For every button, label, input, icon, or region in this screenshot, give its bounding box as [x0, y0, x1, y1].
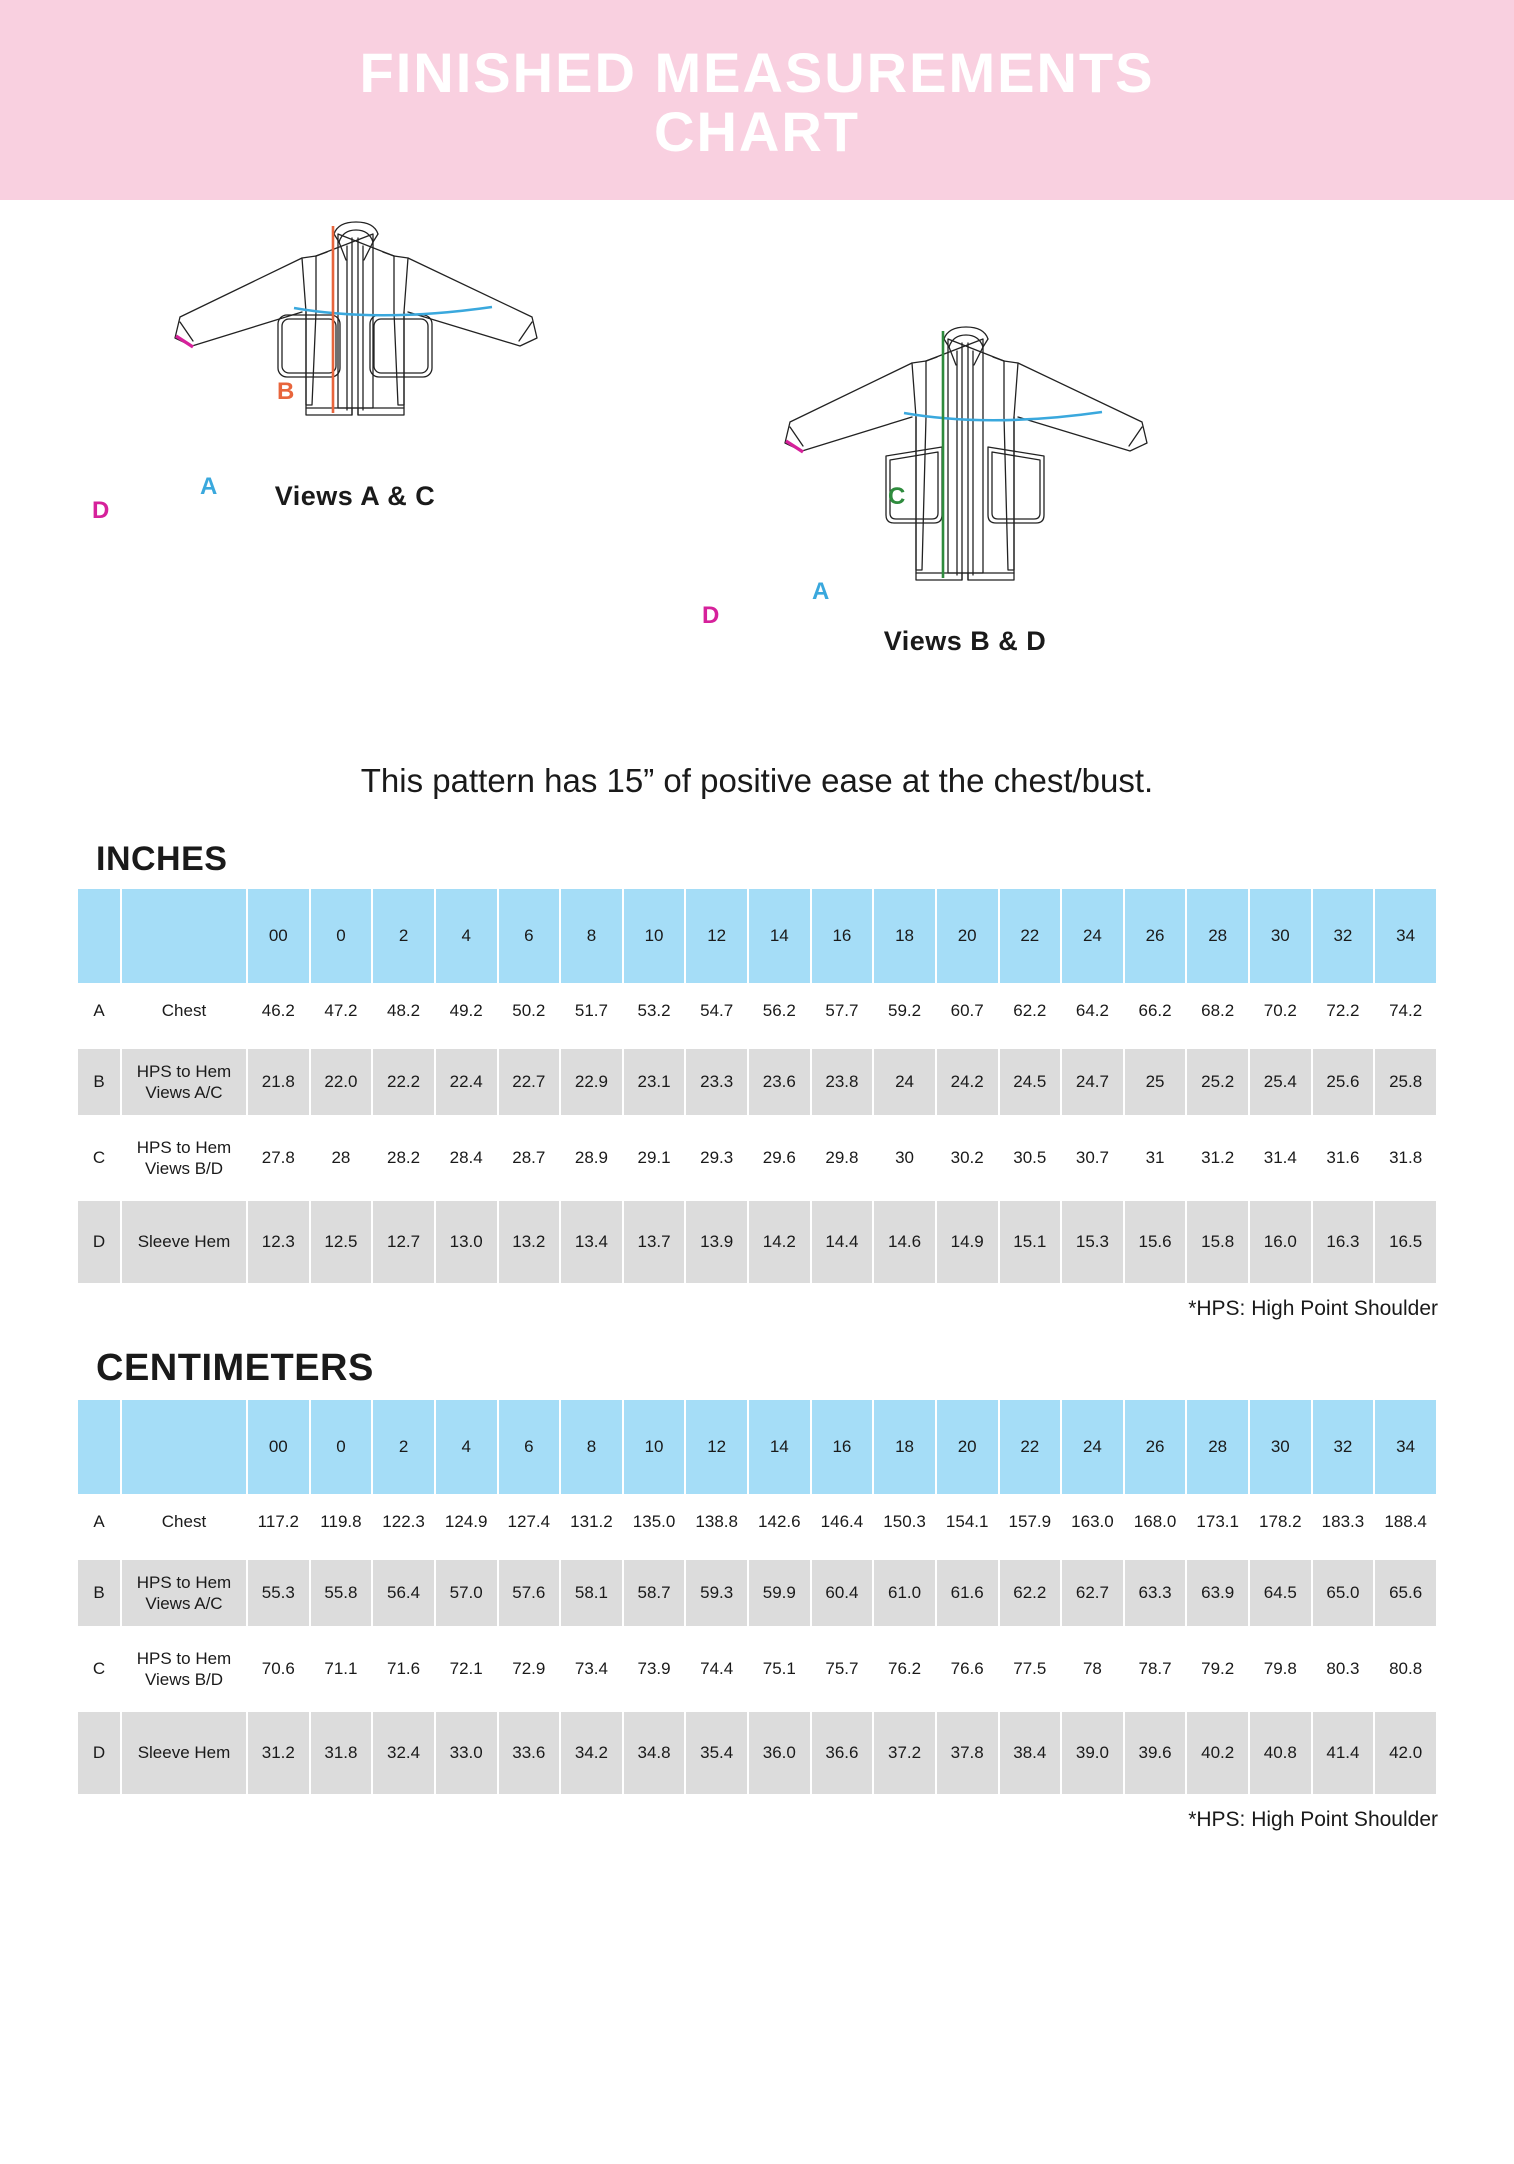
measurement-cell: 63.3: [1125, 1560, 1186, 1626]
measurement-cell: 14.4: [812, 1201, 873, 1283]
footnote-centimeters: *HPS: High Point Shoulder: [1188, 1808, 1438, 1831]
row-label-line: HPS to Hem: [136, 1648, 232, 1668]
row-label: [122, 1560, 246, 1626]
measurement-cell: 23.6: [749, 1049, 810, 1115]
measurement-cell: 131.2: [561, 1494, 622, 1550]
label-c-views-b-d: C: [888, 483, 906, 510]
row-label-line: Views A/C: [145, 1594, 223, 1613]
measurement-cell: 71.6: [373, 1636, 434, 1702]
size-header-32: 32: [1313, 889, 1374, 983]
measurement-cell: 135.0: [624, 1494, 685, 1550]
measurement-cell: 75.7: [812, 1636, 873, 1702]
size-header-28: 28: [1187, 1400, 1248, 1494]
measurement-cell: 25.2: [1187, 1049, 1248, 1115]
measurement-cell: 62.2: [1000, 1560, 1061, 1626]
measurement-cell: 37.8: [937, 1712, 998, 1794]
measurement-cell: 157.9: [1000, 1494, 1061, 1550]
measurement-cell: 23.8: [812, 1049, 873, 1115]
measurement-cell: 173.1: [1187, 1494, 1248, 1550]
measurement-cell: 33.0: [436, 1712, 497, 1794]
size-header-26: 26: [1125, 889, 1186, 983]
jacket-line-drawing-a-c: [120, 220, 590, 470]
measure-line-a-chest: [904, 412, 1102, 420]
measurement-cell: 22.9: [561, 1049, 622, 1115]
measurement-cell: 59.3: [686, 1560, 747, 1626]
size-header-14: 14: [749, 889, 810, 983]
size-header-8: 8: [561, 889, 622, 983]
label-b-views-a-c: B: [277, 378, 295, 405]
row-letter-C: C: [78, 1636, 120, 1702]
measurement-cell: 29.3: [686, 1125, 747, 1191]
measurement-cell: 28.2: [373, 1125, 434, 1191]
row-label-line: Chest: [161, 1001, 207, 1021]
jacket-illustration-views-b-d: [730, 325, 1200, 657]
measurement-cell: 122.3: [373, 1494, 434, 1550]
page-banner: [0, 0, 1514, 200]
illustration-area: [0, 200, 1514, 760]
measurement-cell: 73.4: [561, 1636, 622, 1702]
measurement-cell: 62.2: [1000, 983, 1061, 1039]
measurement-cell: 60.4: [812, 1560, 873, 1626]
measurement-cell: 46.2: [248, 983, 309, 1039]
measurement-cell: 38.4: [1000, 1712, 1061, 1794]
header-label-spacer: [122, 1400, 246, 1494]
size-header-8: 8: [561, 1400, 622, 1494]
measurement-cell: 31.4: [1250, 1125, 1311, 1191]
page-title-line-2: CHART: [654, 100, 860, 163]
measurement-cell: 163.0: [1062, 1494, 1123, 1550]
measurement-cell: 146.4: [812, 1494, 873, 1550]
measurement-cell: 21.8: [248, 1049, 309, 1115]
label-d-views-a-c: D: [92, 497, 110, 524]
size-header-2: 2: [373, 889, 434, 983]
measurement-cell: 24.5: [1000, 1049, 1061, 1115]
row-letter-C: C: [78, 1125, 120, 1191]
measurement-cell: 36.6: [812, 1712, 873, 1794]
measurement-cell: 39.0: [1062, 1712, 1123, 1794]
measurement-cell: 55.8: [311, 1560, 372, 1626]
measurement-cell: 35.4: [686, 1712, 747, 1794]
row-label: [122, 983, 246, 1039]
table-row: [78, 1049, 1436, 1115]
measurement-cell: 65.0: [1313, 1560, 1374, 1626]
row-letter-B: B: [78, 1049, 120, 1115]
measurement-cell: 37.2: [874, 1712, 935, 1794]
measurement-cell: 31.6: [1313, 1125, 1374, 1191]
measurement-cell: 78.7: [1125, 1636, 1186, 1702]
label-d-views-b-d: D: [702, 602, 720, 629]
row-label-line: Sleeve Hem: [137, 1232, 231, 1252]
measurement-cell: 13.4: [561, 1201, 622, 1283]
table-row: [78, 1712, 1436, 1794]
measurement-cell: 12.7: [373, 1201, 434, 1283]
measurement-cell: 12.3: [248, 1201, 309, 1283]
measurement-cell: 25: [1125, 1049, 1186, 1115]
size-header-20: 20: [937, 889, 998, 983]
measurement-cell: 188.4: [1375, 1494, 1436, 1550]
size-header-22: 22: [1000, 1400, 1061, 1494]
measurement-cell: 29.6: [749, 1125, 810, 1191]
measurement-cell: 30.2: [937, 1125, 998, 1191]
row-label-line: Views B/D: [144, 1670, 224, 1689]
size-header-6: 6: [499, 889, 560, 983]
measurement-cell: 31.8: [1375, 1125, 1436, 1191]
measurement-cell: 34.2: [561, 1712, 622, 1794]
measurement-cell: 72.1: [436, 1636, 497, 1702]
row-spacer: [78, 1550, 1436, 1560]
row-label-line: HPS to Hem: [136, 1572, 232, 1592]
measurement-cell: 154.1: [937, 1494, 998, 1550]
measurement-cell: 64.5: [1250, 1560, 1311, 1626]
measurement-cell: 79.8: [1250, 1636, 1311, 1702]
size-header-28: 28: [1187, 889, 1248, 983]
measurement-cell: 57.0: [436, 1560, 497, 1626]
measurement-cell: 29.1: [624, 1125, 685, 1191]
measurement-cell: 16.0: [1250, 1201, 1311, 1283]
row-spacer: [78, 1115, 1436, 1125]
measurement-cell: 68.2: [1187, 983, 1248, 1039]
measurement-cell: 70.2: [1250, 983, 1311, 1039]
measurement-cell: 27.8: [248, 1125, 309, 1191]
measurement-cell: 54.7: [686, 983, 747, 1039]
measurement-cell: 15.1: [1000, 1201, 1061, 1283]
row-letter-B: B: [78, 1560, 120, 1626]
measurement-cell: 15.6: [1125, 1201, 1186, 1283]
header-letter-spacer: [78, 1400, 120, 1494]
measurement-cell: 31: [1125, 1125, 1186, 1191]
measurement-cell: 15.3: [1062, 1201, 1123, 1283]
measurement-cell: 76.2: [874, 1636, 935, 1702]
measurement-cell: 22.2: [373, 1049, 434, 1115]
measurement-cell: 62.7: [1062, 1560, 1123, 1626]
measurement-cell: 64.2: [1062, 983, 1123, 1039]
measurement-cell: 58.1: [561, 1560, 622, 1626]
row-letter-D: D: [78, 1201, 120, 1283]
row-label-line: Views B/D: [144, 1159, 224, 1178]
measurement-cell: 55.3: [248, 1560, 309, 1626]
measurement-cell: 14.2: [749, 1201, 810, 1283]
row-label: [122, 1494, 246, 1550]
label-a-views-b-d: A: [812, 578, 830, 605]
measurement-cell: 74.4: [686, 1636, 747, 1702]
size-header-2: 2: [373, 1400, 434, 1494]
measurement-cell: 58.7: [624, 1560, 685, 1626]
centimeters-table-wrap: [0, 1400, 1514, 1794]
size-header-20: 20: [937, 1400, 998, 1494]
measurement-cell: 30.5: [1000, 1125, 1061, 1191]
inches-table-wrap: [0, 889, 1514, 1283]
measurement-cell: 57.7: [812, 983, 873, 1039]
measurement-cell: 25.6: [1313, 1049, 1374, 1115]
measurement-cell: 59.9: [749, 1560, 810, 1626]
measurement-cell: 142.6: [749, 1494, 810, 1550]
measurement-cell: 51.7: [561, 983, 622, 1039]
size-header-32: 32: [1313, 1400, 1374, 1494]
row-label-line: Chest: [161, 1512, 207, 1532]
size-header-26: 26: [1125, 1400, 1186, 1494]
measurement-cell: 57.6: [499, 1560, 560, 1626]
size-header-30: 30: [1250, 1400, 1311, 1494]
row-label-line: HPS to Hem: [136, 1061, 232, 1081]
measurement-cell: 30: [874, 1125, 935, 1191]
measurement-cell: 40.2: [1187, 1712, 1248, 1794]
size-header-14: 14: [749, 1400, 810, 1494]
measurement-cell: 14.6: [874, 1201, 935, 1283]
measurement-cell: 80.8: [1375, 1636, 1436, 1702]
measurement-cell: 42.0: [1375, 1712, 1436, 1794]
cm-table-head: [78, 1400, 1436, 1494]
measurement-cell: 32.4: [373, 1712, 434, 1794]
measurement-cell: 31.2: [1187, 1125, 1248, 1191]
measurement-cell: 16.3: [1313, 1201, 1374, 1283]
measurement-cell: 66.2: [1125, 983, 1186, 1039]
size-header-30: 30: [1250, 889, 1311, 983]
header-letter-spacer: [78, 889, 120, 983]
row-label: [122, 1125, 246, 1191]
measurement-cell: 53.2: [624, 983, 685, 1039]
measurement-cell: 28.7: [499, 1125, 560, 1191]
size-header-12: 12: [686, 1400, 747, 1494]
measurement-cell: 75.1: [749, 1636, 810, 1702]
measurement-cell: 13.2: [499, 1201, 560, 1283]
measurement-cell: 77.5: [1000, 1636, 1061, 1702]
measurement-cell: 79.2: [1187, 1636, 1248, 1702]
row-spacer: [78, 1702, 1436, 1712]
section-heading-centimeters: CENTIMETERS: [96, 1347, 374, 1389]
row-label-line: Sleeve Hem: [137, 1743, 231, 1763]
row-spacer: [78, 1191, 1436, 1201]
size-header-18: 18: [874, 1400, 935, 1494]
measurement-cell: 39.6: [1125, 1712, 1186, 1794]
row-label-line: Views A/C: [145, 1083, 223, 1102]
measurement-cell: 138.8: [686, 1494, 747, 1550]
table-row: [78, 1125, 1436, 1191]
measurement-cell: 73.9: [624, 1636, 685, 1702]
measurement-cell: 61.0: [874, 1560, 935, 1626]
measurement-cell: 168.0: [1125, 1494, 1186, 1550]
size-header-24: 24: [1062, 1400, 1123, 1494]
footnote-inches: *HPS: High Point Shoulder: [1188, 1297, 1438, 1320]
measurement-cell: 70.6: [248, 1636, 309, 1702]
header-label-spacer: [122, 889, 246, 983]
table-row: [78, 1494, 1436, 1550]
size-header-34: 34: [1375, 889, 1436, 983]
measurement-cell: 31.8: [311, 1712, 372, 1794]
measurement-cell: 117.2: [248, 1494, 309, 1550]
measurement-cell: 25.4: [1250, 1049, 1311, 1115]
row-spacer: [78, 1626, 1436, 1636]
measurement-cell: 15.8: [1187, 1201, 1248, 1283]
measurement-cell: 124.9: [436, 1494, 497, 1550]
measurement-cell: 13.9: [686, 1201, 747, 1283]
row-label: [122, 1712, 246, 1794]
size-header-22: 22: [1000, 889, 1061, 983]
measurement-cell: 63.9: [1187, 1560, 1248, 1626]
ease-note: This pattern has 15” of positive ease at the chest/bust.: [360, 762, 1154, 799]
measurement-cell: 56.2: [749, 983, 810, 1039]
jacket-illustration-views-a-c: [120, 220, 590, 512]
measurement-cell: 22.7: [499, 1049, 560, 1115]
measurement-cell: 28: [311, 1125, 372, 1191]
row-label: [122, 1201, 246, 1283]
row-label: [122, 1049, 246, 1115]
measurement-cell: 71.1: [311, 1636, 372, 1702]
measurement-cell: 31.2: [248, 1712, 309, 1794]
measurement-cell: 23.3: [686, 1049, 747, 1115]
size-header-6: 6: [499, 1400, 560, 1494]
measurement-cell: 24: [874, 1049, 935, 1115]
row-label: [122, 1636, 246, 1702]
size-header-16: 16: [812, 1400, 873, 1494]
measurement-cell: 119.8: [311, 1494, 372, 1550]
measurement-cell: 60.7: [937, 983, 998, 1039]
measurement-cell: 72.9: [499, 1636, 560, 1702]
row-label-line: HPS to Hem: [136, 1137, 232, 1157]
size-header-4: 4: [436, 1400, 497, 1494]
row-letter-A: A: [78, 983, 120, 1039]
size-header-10: 10: [624, 889, 685, 983]
measurements-table-centimeters: [76, 1400, 1438, 1794]
row-spacer: [78, 1039, 1436, 1049]
size-header-12: 12: [686, 889, 747, 983]
page-title-line-1: FINISHED MEASUREMENTS: [359, 41, 1155, 105]
measurement-cell: 30.7: [1062, 1125, 1123, 1191]
measurement-cell: 56.4: [373, 1560, 434, 1626]
table-row: [78, 1201, 1436, 1283]
measurement-cell: 22.0: [311, 1049, 372, 1115]
table-row: [78, 983, 1436, 1039]
measurement-cell: 50.2: [499, 983, 560, 1039]
measurement-cell: 74.2: [1375, 983, 1436, 1039]
figure-caption-views-a-c: Views A & C: [274, 481, 436, 511]
measurement-cell: 23.1: [624, 1049, 685, 1115]
measurement-cell: 28.9: [561, 1125, 622, 1191]
row-letter-A: A: [78, 1494, 120, 1550]
size-header-0: 0: [311, 889, 372, 983]
cm-header-row: [78, 1400, 1436, 1494]
measurement-cell: 72.2: [1313, 983, 1374, 1039]
page-title: [359, 41, 1155, 163]
measure-line-a-chest: [294, 307, 492, 315]
measurement-cell: 150.3: [874, 1494, 935, 1550]
size-header-34: 34: [1375, 1400, 1436, 1494]
measurement-cell: 127.4: [499, 1494, 560, 1550]
table-row: [78, 1560, 1436, 1626]
size-header-16: 16: [812, 889, 873, 983]
inches-table-head: [78, 889, 1436, 983]
cm-table-body: [78, 1494, 1436, 1794]
measurement-cell: 178.2: [1250, 1494, 1311, 1550]
measurement-cell: 24.2: [937, 1049, 998, 1115]
measurement-cell: 36.0: [749, 1712, 810, 1794]
measurement-cell: 12.5: [311, 1201, 372, 1283]
size-header-0: 0: [311, 1400, 372, 1494]
section-heading-inches: INCHES: [96, 840, 228, 878]
measurement-cell: 47.2: [311, 983, 372, 1039]
inches-header-row: [78, 889, 1436, 983]
row-letter-D: D: [78, 1712, 120, 1794]
size-header-10: 10: [624, 1400, 685, 1494]
measurement-cell: 25.8: [1375, 1049, 1436, 1115]
measurements-table-inches: [76, 889, 1438, 1283]
measurement-cell: 183.3: [1313, 1494, 1374, 1550]
measurement-cell: 40.8: [1250, 1712, 1311, 1794]
measurement-cell: 34.8: [624, 1712, 685, 1794]
measurement-cell: 78: [1062, 1636, 1123, 1702]
measurement-cell: 48.2: [373, 983, 434, 1039]
size-header-4: 4: [436, 889, 497, 983]
size-header-00: 00: [248, 1400, 309, 1494]
measurement-cell: 61.6: [937, 1560, 998, 1626]
size-header-24: 24: [1062, 889, 1123, 983]
measurement-cell: 76.6: [937, 1636, 998, 1702]
measurement-cell: 22.4: [436, 1049, 497, 1115]
size-header-18: 18: [874, 889, 935, 983]
measurement-cell: 65.6: [1375, 1560, 1436, 1626]
measurement-cell: 59.2: [874, 983, 935, 1039]
measurement-cell: 24.7: [1062, 1049, 1123, 1115]
jacket-line-drawing-b-d: [730, 325, 1200, 615]
measurement-cell: 13.7: [624, 1201, 685, 1283]
measurement-cell: 33.6: [499, 1712, 560, 1794]
measurement-cell: 41.4: [1313, 1712, 1374, 1794]
table-row: [78, 1636, 1436, 1702]
measurement-cell: 49.2: [436, 983, 497, 1039]
inches-table-body: [78, 983, 1436, 1283]
measurement-cell: 16.5: [1375, 1201, 1436, 1283]
measurement-cell: 29.8: [812, 1125, 873, 1191]
measurement-cell: 13.0: [436, 1201, 497, 1283]
measurement-cell: 14.9: [937, 1201, 998, 1283]
measurement-cell: 80.3: [1313, 1636, 1374, 1702]
label-a-views-a-c: A: [200, 473, 218, 500]
measurement-cell: 28.4: [436, 1125, 497, 1191]
size-header-00: 00: [248, 889, 309, 983]
figure-caption-views-b-d: Views B & D: [883, 626, 1047, 656]
